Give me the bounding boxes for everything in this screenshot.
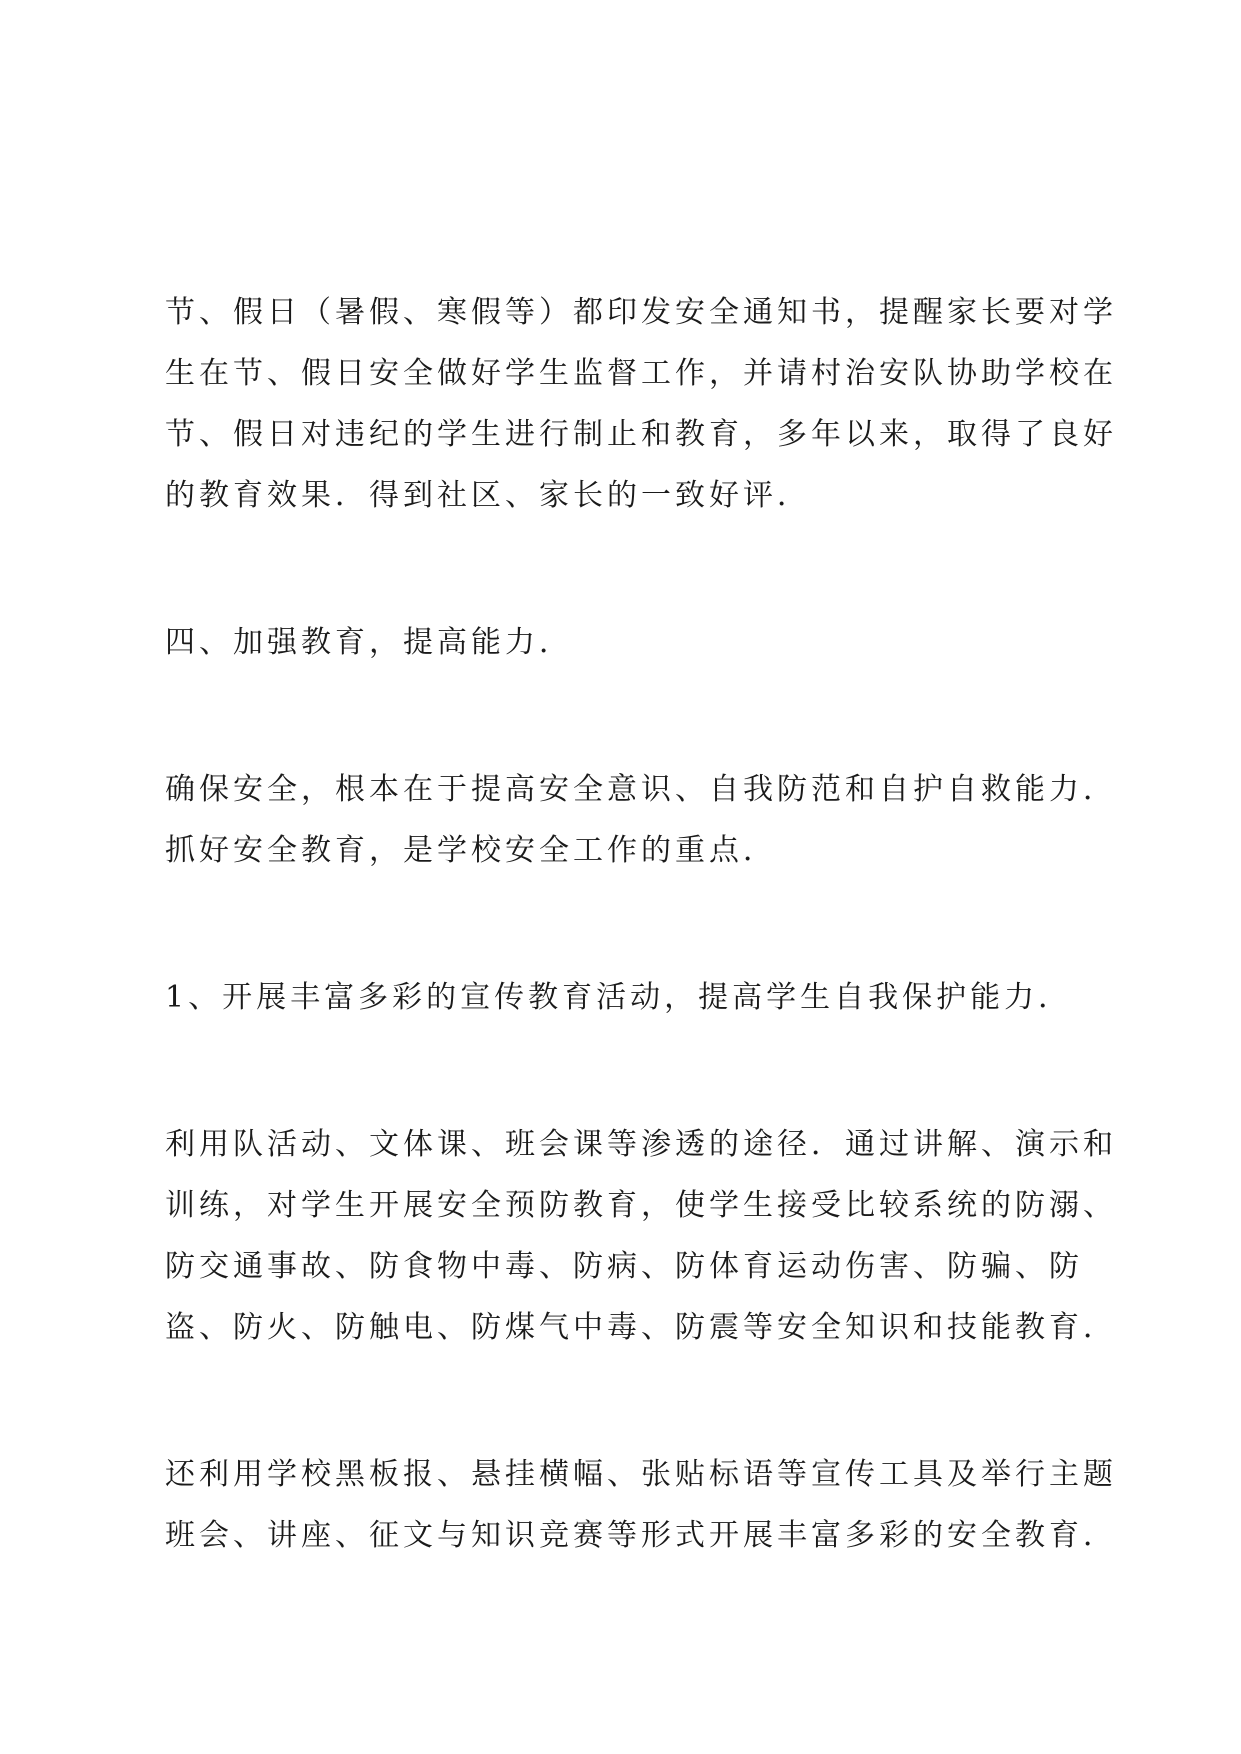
- text-line: 抓好安全教育，是学校安全工作的重点．: [165, 833, 777, 868]
- paragraph-education-methods: [165, 1114, 1117, 1358]
- text-line: 节、假日对违纪的学生进行制止和教育，多年以来，取得了良好: [165, 417, 1117, 452]
- subheading-one: [165, 967, 1095, 1028]
- text-line: 还利用学校黑板报、悬挂横幅、张贴标语等宣传工具及举行主题: [165, 1457, 1117, 1492]
- text-line: 生在节、假日安全做好学生监督工作，并请村治安队协助学校在: [165, 356, 1117, 391]
- document-body: [165, 282, 1117, 1566]
- heading-line: 四、加强教育，提高能力．: [165, 625, 573, 660]
- paragraph-spacer: [165, 881, 1095, 967]
- paragraph-spacer: [165, 673, 1095, 759]
- text-line: 班会、讲座、征文与知识竞赛等形式开展丰富多彩的安全教育．: [165, 1518, 1117, 1553]
- text-line: 训练，对学生开展安全预防教育，使学生接受比较系统的防溺、: [165, 1188, 1117, 1223]
- paragraph-holiday-notice: [165, 282, 1117, 526]
- text-line: 节、假日（暑假、寒假等）都印发安全通知书，提醒家长要对学: [165, 295, 1117, 330]
- text-line: 确保安全，根本在于提高安全意识、自我防范和自护自救能力．: [165, 772, 1117, 807]
- paragraph-safety-key: [165, 759, 1117, 881]
- text-line: 盗、防火、防触电、防煤气中毒、防震等安全知识和技能教育．: [165, 1310, 1117, 1345]
- text-line: 利用队活动、文体课、班会课等渗透的途径．通过讲解、演示和: [165, 1127, 1117, 1162]
- section-heading-four: [165, 612, 1095, 673]
- heading-line: 1、开展丰富多彩的宣传教育活动，提高学生自我保护能力．: [165, 980, 1073, 1015]
- paragraph-spacer: [165, 1358, 1095, 1444]
- text-line: 防交通事故、防食物中毒、防病、防体育运动伤害、防骗、防: [165, 1249, 1083, 1284]
- paragraph-spacer: [165, 526, 1095, 612]
- paragraph-spacer: [165, 1028, 1095, 1114]
- text-line: 的教育效果．得到社区、家长的一致好评．: [165, 478, 811, 513]
- paragraph-publicity-tools: [165, 1444, 1117, 1566]
